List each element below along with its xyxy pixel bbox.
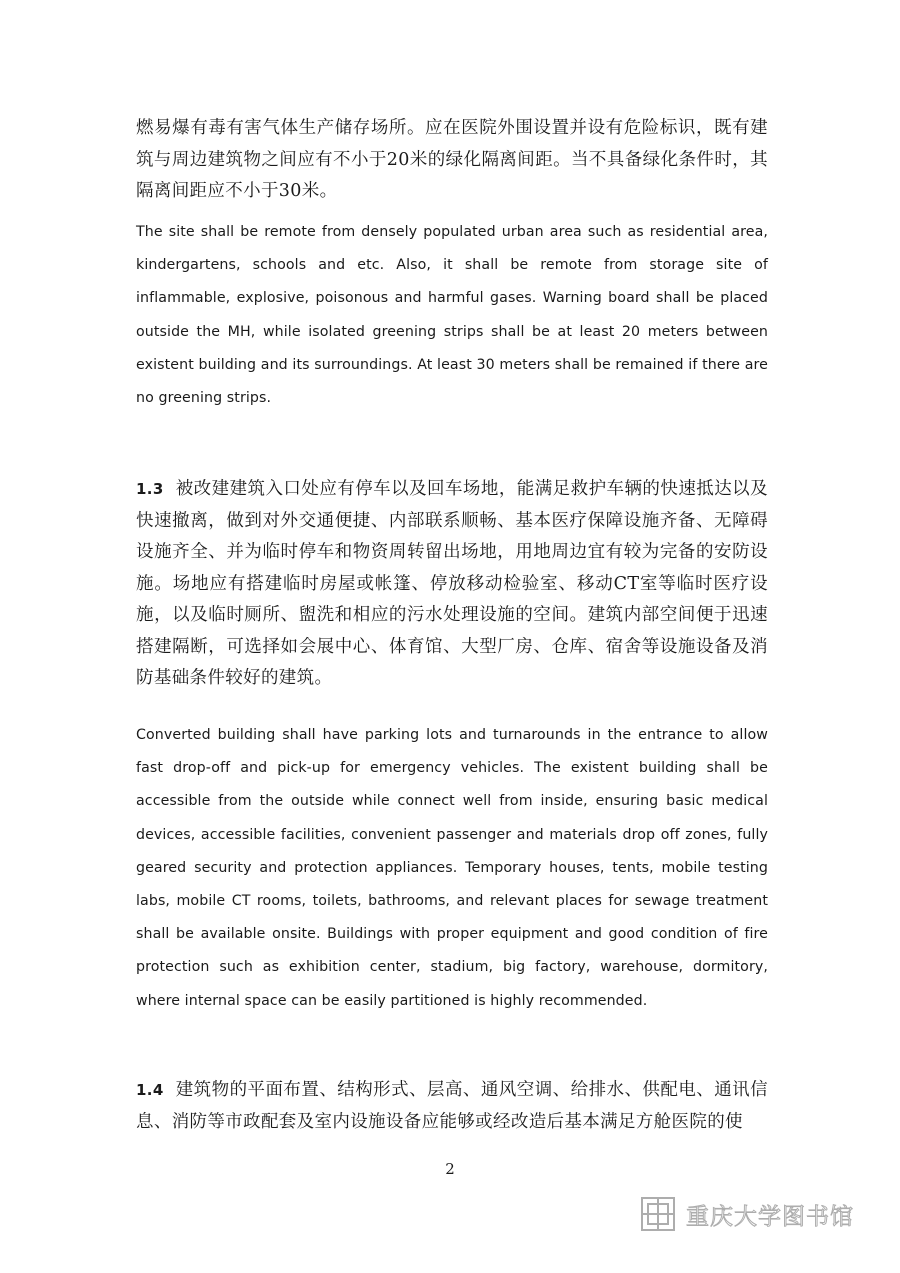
section-1-4-number: 1.4	[136, 1081, 164, 1099]
section-1-3-english: Converted building shall have parking lots and turnarounds in the entrance to allow fast drop-off and pick-up for emergency vehicles. The existent building shall be accessible from the outside while connect well from inside, ensuring basic medical devices, accessible facilities, convenient passenger and materials drop off zones, fully geared security and protection appliances. Temporary houses, tents, mobile testing labs, mobile CT rooms, toilets, bathrooms, and relevant places for sewage treatment shall be available onsite. Buildings with proper equipment and good condition of fire protection such as exhibition center, stadium, big factory, warehouse, dormitory, where internal space can be easily partitioned is highly recommended.	[136, 727, 768, 1009]
section-1-3-chinese-text: 被改建建筑入口处应有停车以及回车场地，能满足救护车辆的快速抵达以及快速撤离，做到对外交通便捷、内部联系顺畅、基本医疗保障设施齐备、无障碍设施齐全、并为临时停车和物资周转留出场地，用地周边宜有较为完备的安防设施。场地应有搭建临时房屋或帐篷、停放移动检验室、移动CT室等临时医疗设施，以及临时厕所、盥洗和相应的污水处理设施的空间。建筑内部空间便于迅速搭建隔断，可选择如会展中心、体育馆、大型厂房、仓库、宿舍等设施设备及消防基础条件较好的建筑。	[136, 479, 768, 688]
section-1-4-chinese-text: 建筑物的平面布置、结构形式、层高、通风空调、给排水、供配电、通讯信息、消防等市政配套及室内设施设备应能够或经改造后基本满足方舱医院的使	[136, 1080, 768, 1132]
section-1-4-chinese	[136, 1075, 768, 1138]
library-watermark	[640, 1192, 880, 1236]
paragraph-1-chinese: 燃易爆有毒有害气体生产储存场所。应在医院外围设置并设有危险标识，既有建筑与周边建筑物之间应有不小于20米的绿化隔离间距。当不具备绿化条件时，其隔离间距应不小于30米。	[136, 118, 768, 201]
page-number: 2	[445, 1160, 455, 1178]
paragraph-1-english: The site shall be remote from densely populated urban area such as residential area, kindergartens, schools and etc. Also, it shall be remote from storage site of inflammable, explosive, poisonous and harmful gases. Warning board shall be placed outside the MH, while isolated greening strips shall be at least 20 meters between existent building and its surroundings. At least 30 meters shall be remained if there are no greening strips.	[136, 224, 768, 407]
library-logo-icon	[640, 1196, 676, 1232]
watermark-text: 重庆大学图书馆	[686, 1203, 854, 1230]
section-1-3-number: 1.3	[136, 480, 164, 498]
section-1-3-chinese	[136, 474, 768, 695]
